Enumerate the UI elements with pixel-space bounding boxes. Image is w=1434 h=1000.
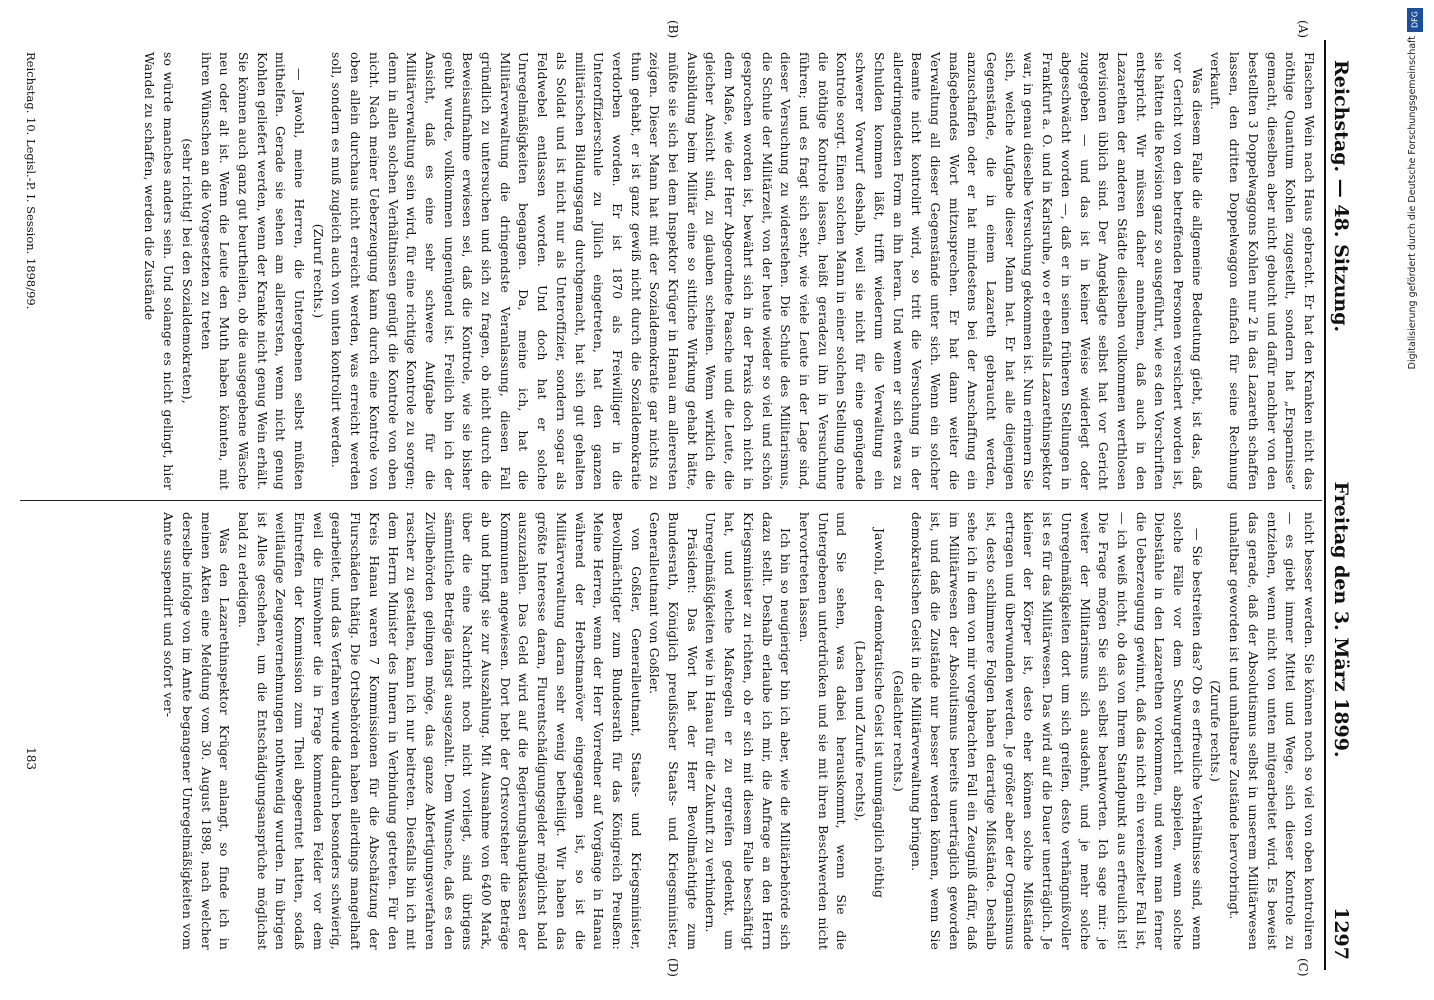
- paragraph: so würde manches anders sein. Und solange es nicht gelingt, hier Wandel zu schaffen, werden die Zustände: [142, 52, 177, 490]
- footer: Reichstag. 10. Legisl.-P. I. Session. 1898/99.: [24, 52, 38, 310]
- paragraph: Präsident: Das Wort hat der Herr Bevollmächtigte zum Bundesrath, Königlich preußischer Staats- und Kriegsminister, Generalleutnant von Goßler.: [647, 512, 700, 950]
- interjection: (Gelächter rechts.): [890, 670, 906, 792]
- side-strip: [1404, 0, 1430, 1000]
- page-header: [1330, 60, 1362, 960]
- header-left: Reichstag. — 48. Sitzung.: [1330, 60, 1352, 333]
- paragraph: — Jawohl, meine Herren, die Untergebenen selbst müßten mithelfen. Gerade sie sehen am allerersten, wenn nicht genug Kohlen geliefert werden, wenn der Kranke nicht genug Wein erhält. Sie können auch ganz gut beurtheilen, ob die ausgegebene Wäsche neu oder alt ist. Wenn die Leute den Muth haben könnten, mit ihren Wünschen an die Vorgesetzten zu treten: [198, 52, 308, 490]
- page-number: 1297: [1330, 907, 1352, 960]
- margin-letter-a: (A): [1296, 20, 1310, 39]
- paragraph: und Sie sehen, was dabei herauskommt, wenn Sie die Untergebenen unterdrücken und sie mit ihren Beschwerden nicht hervortreten lassen.: [797, 512, 850, 950]
- interjection: (Zurufe rechts.): [1208, 680, 1224, 782]
- left-column: [140, 52, 1318, 490]
- sheet-signature: 183: [24, 747, 38, 770]
- paragraph: — Sie bestreiten das? Ob es erfreuliche Verhältnisse sind, wenn solche Fälle vor dem Schwurgericht abspielen, wenn solche Diebstähle in den Lazarethen vorkommen, und wenn man ferner die Ueberzeugung gewinnt, daß das nicht ein vereinzelter Fall ist, — ich weiß nicht, ob das von Ihrem Standpunkt aus erfreulich ist! Die Frage mögen Sie sich selbst beantworten. Ich sage mir: je weiter der Militarismus sich ausdehnt, und je mehr solche Unregelmäßigkeiten dort um sich greifen, desto verhängnißvoller ist es für das Militärwesen. Das wird auf die Dauer unerträglich. Je kleiner der Körper ist, desto eher können solche Mißstände ertragen und überwunden werden. Je größer aber der Organismus ist, desto schlimmere Folgen haben derartige Mißstände. Deshalb sehe ich in dem von mir vorgebrachten Fall ein Zeugniß dafür, daß im Militärwesen der Absolutismus bereits unerträglich geworden ist, und daß die Zustände nur besser werden können, wenn Sie demokratischen Geist in die Militärverwaltung bringen.: [909, 512, 1205, 950]
- paragraph: nicht besser werden. Sie können noch so viel von oben kontroliren — es giebt immer Mittel und Wege, sich dieser Kontrole zu entziehen, wenn nicht von unten mitgearbeitet wird. Es beweist das gerade, daß der Absolutismus selbst in unserem Militärwesen unhaltbar geworden ist und unhaltbare Zustände hervorbringt.: [1227, 512, 1317, 950]
- paragraph: Ich bin so neugieriger bin ich aber, wie die Militärbehörde sich dazu stellt. Deshalb erlaube ich mir, die Anfrage an den Herrn Kriegsminister zu richten, ob er sich mit diesem Falle beschäftigt hat, und welche Maßregeln er zu ergreifen gedenkt, um Unregelmäßigkeiten wie in Hanau für die Zukunft zu verhindern.: [703, 512, 794, 950]
- paragraph: von Goßler, Generalleutnant, Staats- und Kriegsminister, Bevollmächtigter zum Bundesrath für das Königreich Preußen: Meine Herren, wenn der Herr Vorredner auf Vorgänge in Hanau während der Herbstmanöver eingegangen ist, so ist die Militärverwaltung daran sehr wenig betheiligt. Wir haben das größte Interesse daran, Flurentschädigungsgelder möglichst bald auszuzahlen. Das Geld wird auf die Regierungshauptkassen der Kommunen angewiesen. Dort hebt der Ortsvorsteher die Beträge ab und bringt sie zur Auszahlung. Mit Ausnahme von 6400 Mark, über die eine Nachricht noch nicht vorliegt, sind übrigens sämmtliche Beträge längst ausgezahlt. Dem Wunsche, daß es den Zivilbehörden gelingen möge, das ganze Abfertigungsverfahren rascher zu gestalten, kann ich nur beitreten. Diesfalls bin ich mit dem Herrn Minister des Innern in Verbindung getreten. Für den Kreis Hanau waren 7 Kommissionen für die Abschätzung der Flurschäden thätig. Die Ortsbehörden haben allerdings mangelhaft gearbeitet, und das Verfahren wurde dadurch besonders schwierig, weil die Einwohner die in Frage kommenden Felder vor dem Eintreffen der Kommission zum Theil abgeerntet hatten, sodaß weitläufige Zeugenvernehmungen nothwendig wurden. Im übrigen ist Alles geschehen, um die Entschädigungsansprüche möglichst bald zu erledigen.: [235, 512, 644, 950]
- column-divider: [20, 500, 1322, 501]
- margin-letter-d: (D): [666, 958, 680, 977]
- margin-letter-c: (C): [1296, 958, 1310, 977]
- dfg-logo-icon: DFG: [1407, 8, 1423, 32]
- paragraph: Was den Lazarethinspektor Krüger anlangt, so finde ich in meinen Akten eine Meldung vom 30. August 1898, nach welcher derselbe infolge von im Amte begangener Unregelmäßigkeiten vom Amte suspendirt und sofort ver-: [161, 512, 233, 950]
- header-rule: [1324, 40, 1326, 970]
- margin-letter-b: (B): [666, 20, 680, 39]
- paragraph: Jawohl, der demokratische Geist ist unumgänglich nöthig: [871, 528, 887, 899]
- paragraph: Flaschen Wein nach Haus gebracht. Er hat den Kranken nicht das nöthige Quantum Kohlen zugestellt, sondern hat „Ersparnisse“ gemacht, dieselben aber nicht gebucht und dafür nachher von den bestellten 3 Doppelwaggons Kohlen nur 2 in das Lazareth schaffen lassen, den dritten Doppelwaggon einfach für seine Rechnung verkauft.: [1208, 52, 1317, 490]
- interjection: (Zuruf rechts.): [310, 223, 326, 319]
- right-column: [158, 512, 1318, 950]
- interjection: (sehr richtig! bei den Sozialdemokraten),: [179, 138, 195, 404]
- interjection: (Lachen und Zurufe rechts),: [853, 640, 869, 822]
- digitization-note: Digitalisierung gefördert durch die Deutsche Forschungsgemeinschaft: [1407, 36, 1418, 370]
- header-center: Freitag den 3. März 1899.: [1330, 481, 1352, 758]
- paragraph: Was diesem Falle die allgemeine Bedeutung giebt, ist das, daß vor Gericht von den betreffenden Personen versichert worden ist, sie hätten die Revision ganz so ausgeführt, wie es den Vorschriften entspricht. Wir müssen daher annehmen, daß auch in den Lazarethen der anderen Städte dieselben vollkommen werthlosen Revisionen üblich sind. Der Angeklagte selbst hat vor Gericht zugegeben — und das ist in keiner Weise widerlegt oder abgeschwächt worden —, daß er in seinen früheren Stellungen in Frankfurt a. O. und in Karlsruhe, wo er ebenfalls Lazarethinspektor war, in genau dieselbe Versuchung gekommen ist. Nun erinnern Sie sich, welche Aufgabe dieser Mann hat. Er hat alle diejenigen Gegenstände, die in einem Lazareth gebraucht werden, anzuschaffen oder er hat mindestens bei der Anschaffung ein maßgebendes Wort mitzusprechen. Er hat dann weiter die Verwaltung all dieser Gegenstände unter sich. Wenn ein solcher Beamte nicht kontrolirt wird, so tritt die Versuchung in der allerdringendsten Form an ihn heran. Und wenn er sich etwas zu Schulden kommen läßt, trifft wiederum die Verwaltung ein schwerer Vorwurf deshalb, weil sie nicht für eine genügende Kontrole sorgt. Einen solchen Mann in einer solchen Stellung ohne die nöthige Kontrole lassen, heißt geradezu ihn in Versuchung führen; und es fragt sich sehr, wie viele Leute in der Lage sind, dieser Versuchung zu widerstehen. Die Schule des Militarismus, die Schule der Militärzeit, von der heute wieder so viel und schön gesprochen worden ist, bewährt sich in der Praxis doch nicht in dem Maße, wie der Herr Abgeordnete Paasche und die Leute, die gleicher Ansicht sind, zu glauben scheinen. Wenn wirklich die Ausbildung beim Militär eine so sittliche Wirkung gehabt hätte, müßte sie sich bei dem Inspektor Krüger in Hanau am allerersten zeigen. Dieser Mann hat mit der Sozialdemokratie gar nichts zu thun gehabt, er ist ganz gewiß nicht durch die Sozialdemokratie verdorben worden. Er ist 1870 als Freiwilliger in die Unteroffizierschule zu Jülich eingetreten, hat den ganzen militärischen Bildungsgang durchgemacht, hat sich gut gehalten als Soldat und ist nicht nur als Unteroffizier, sondern sogar als Feldwebel entlassen worden. Und doch hat er solche Unregelmäßigkeiten begangen. Da, meine ich, hat die Militärverwaltung die dringendste Veranlassung, diesen Fall gründlich zu untersuchen und sich zu fragen, ob nicht durch die Beweisaufnahme erwiesen sei, daß die Kontrole, wie sie bisher geübt wurde, vollkommen ungenügend ist. Freilich bin ich der Ansicht, daß es eine sehr schwere Aufgabe für die Militärverwaltung sein wird, für eine richtige Kontrole zu sorgen; denn in allen solchen Verhältnissen genügt die Kontrole von oben nicht. Nach meiner Ueberzeugung kann durch eine Kontrole von oben allein durchaus nicht erreicht werden, was erreicht werden soll, sondern es muß zugleich auch von unten kontrolirt werden.: [329, 52, 1205, 490]
